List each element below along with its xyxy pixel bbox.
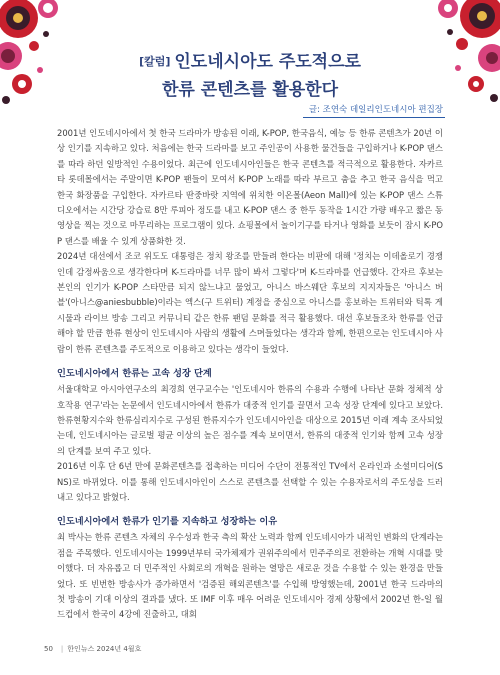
page-number: 50: [44, 645, 53, 653]
section-heading-2: 인도네시아에서 한류가 인기를 지속하고 성장하는 이유: [57, 516, 278, 528]
paragraph-1: 2001년 인도네시아에서 첫 한국 드라마가 방송된 이래, K-POP, 한국음식, 예능 등 한류 콘텐츠가 20년 이상 인기를 지속하고 있다. 처음에는 한국 드라마를 보고 주인공이 사용한 물건들을 구입하거나 K-POP 댄스를 따라 하던 일방적인 수용이었다. 최근에 인도네시아인들은 한국 콘텐츠를 적극적으로 활용한다. 자카르타 롯데몰에서는 주말이면 K-POP 팬들이 모여서 K-POP 노래를 따라 부르고 춤을 추고 한국 음식을 먹고 한국 화장품을 구입한다. 자카르타 딴중바랏 지역에 위치한 이온몰(Aeon Mall)에 있는 K-POP 댄스 스튜디오에서는 시간당 강습료 8만 루피아 정도를 내고 K-POP 댄스 중 한두 동작을 1시간 가량 배우고 짧은 동영상을 찍는 것으로 마무리하는 프로그램이 있다. 쇼핑몰에서 놀이기구를 타거나 영화를 보듯이 잠시 K-POP 댄스를 배울 수 있게 상품화한 것.: [57, 128, 443, 246]
section-heading-1: 인도네시아에서 한류는 고속 성장 단계: [57, 368, 212, 380]
paragraph-4: 2016년 이후 단 6년 만에 문화콘텐츠를 접촉하는 미디어 수단이 전통적인 TV에서 온라인과 소셜미디어(SNS)로 바뀌었다. 이를 통해 인도네시아인이 스스로 콘텐츠를 선택할 수 있는 수용자로서의 주도성을 드러내고 있다고 밝혔다.: [57, 461, 443, 502]
article-title-line1: [60, 50, 440, 74]
publication-name: 한인뉴스 2024년 4월호: [67, 645, 142, 653]
page-footer: [44, 644, 141, 654]
flower-decoration-left: [0, 0, 58, 104]
article-title-line2: 한류 콘텐츠를 활용한다: [161, 80, 339, 100]
column-tag: [칼럼]: [139, 55, 171, 68]
paragraph-5: 최 박사는 한류 콘텐츠 자체의 우수성과 한국 측의 확산 노력과 함께 인도네시아가 내적인 변화의 단계라는 점을 주목했다. 인도네시아는 1999년부터 국가체제가 권위주의에서 민주주의로 전환하는 개혁 시대를 맞이했다. 더 자유롭고 더 민주적인 사회로의 개혁을 원하는 열망은 새로운 것을 수용할 수 있는 환경을 만들었다. 또 빈번한 방송사가 증가하면서 '검증된 해외콘텐츠'를 수입해 방영했는데, 2001년 한국 드라마의 첫 방송이 기대 이상의 결과를 냈다. 또 IMF 이후 매우 어려운 인도네시아 경제 상황에서 2002년 한-일 월드컵에서 한국이 4강에 진출하고, 대회: [57, 532, 443, 620]
author-byline: 글: 조연숙 데일리인도네시아 편집장: [303, 103, 445, 118]
paragraph-3: 서울대학교 아시아연구소의 최경희 연구교수는 '인도네시아 한류의 수용과 수행에 나타난 문화 정체적 상호작용 연구'라는 논문에서 인도네시아에서 한류가 대중적 인기를 끌면서 고속 성장 단계에 있다고 보았다. 한류현황지수와 한류심리지수로 구성된 한류지수가 인도네시아인을 대상으로 2015년 이래 계속 조사되었는데, 인도네시아는 글로벌 평균 이상의 높은 점수를 계속 보이면서, 한류의 대중적 인기와 함께 고속 성장의 단계를 보여 주고 있다.: [57, 384, 443, 456]
flower-decoration-right: [438, 0, 500, 102]
footer-divider: |: [60, 645, 64, 653]
article-title-block: [60, 50, 440, 104]
article-title-text1: 인도네시아도 주도적으로: [174, 52, 361, 72]
paragraph-2: 2024년 대선에서 조코 위도도 대통령은 정치 왕조를 만들려 한다는 비판에 대해 '정치는 이데올로기 경쟁인데 감정싸움으로 생각한다며 K-드라마를 너무 많이 봐서 그렇다'며 K-드라마를 언급했다. 간자르 후보는 본인의 인기가 K-POP 스타만큼 되지 않느냐고 물었고, 아니스 바스웨단 후보의 지지자들은 '아니스 버블'(아니스@aniesbubble)이라는 엑스(구 트위터) 계정을 중심으로 아니스를 홍보하는 트위터와 틱톡 게시물과 라이브 방송 그리고 커뮤니티 같은 한류 팬덤 문화를 적극 활용했다. 대선 후보들조차 한류를 언급해야 할 만큼 한류 현상이 인도네시아 사람의 생활에 스며들었다는 생각과 함께, 한편으로는 인도네시아 사람이 한류 콘텐츠를 주도적으로 이용하고 있다는 생각이 들었다.: [57, 251, 443, 354]
article-body: [57, 126, 443, 623]
